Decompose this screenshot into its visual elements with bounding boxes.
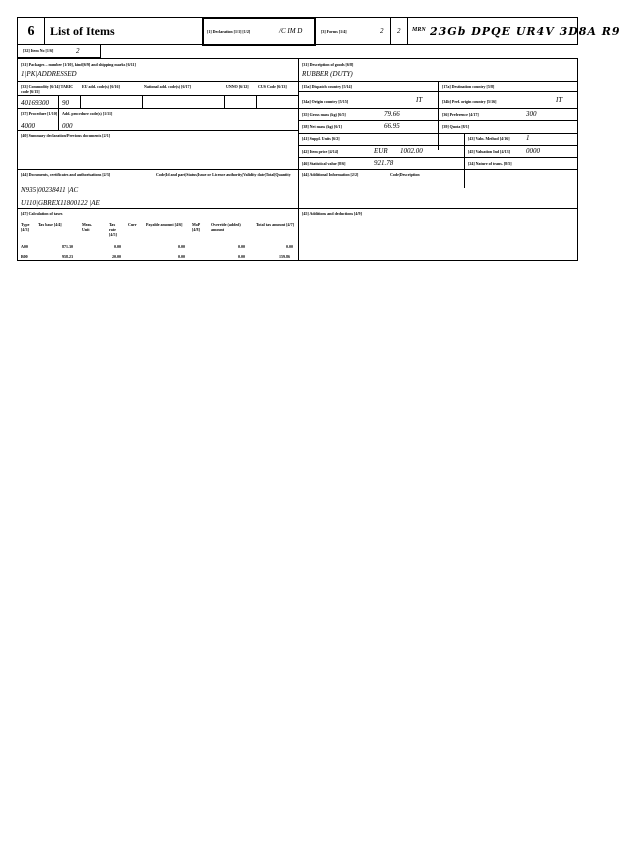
item-number-label: [32] Item No [1/6] xyxy=(23,48,54,53)
header-bar xyxy=(17,17,621,45)
packages-label: [31] Packages – number [1/10], kind[6/9] and shipping marks [6/11] xyxy=(21,62,136,67)
tax-row-rate: 0.00 xyxy=(114,244,121,249)
tax-header-curr: Curr xyxy=(128,222,137,227)
forms-box xyxy=(318,18,398,45)
page-title: List of Items xyxy=(50,24,115,38)
mrn-box xyxy=(410,18,621,45)
item-number-box xyxy=(17,45,101,58)
pref-origin-country-label: [34b] Pref. origin country [5/16] xyxy=(442,99,497,104)
mrn-label: MRN xyxy=(412,27,426,33)
tax-row-base: 871.30 xyxy=(62,244,73,249)
declaration-box xyxy=(202,17,316,46)
procedure-label: [37] Procedure [1/10] xyxy=(21,111,58,116)
unno-label: UNNO [6/12] xyxy=(226,84,249,89)
item-grid xyxy=(17,58,578,261)
dispatch-country-label: [15a] Dispatch country [5/14] xyxy=(302,84,352,89)
packages-value: 1|PK|ADDRESSED xyxy=(21,70,77,78)
add-procedure-value: 000 xyxy=(62,122,73,130)
taric-value: 90 xyxy=(62,99,69,107)
pref-origin-country-value: IT xyxy=(556,96,563,104)
gross-mass-value: 79.66 xyxy=(384,110,400,118)
form-number: 6 xyxy=(17,18,45,45)
nature-of-trans-label: [24] Nature of trans. [8/5] xyxy=(468,161,512,166)
tax-row-total: 159.86 xyxy=(279,254,290,259)
additions-label: [45] Additions and deductions [4/9] xyxy=(302,211,362,216)
tax-row-override: 0.00 xyxy=(238,254,245,259)
tax-row-override: 0.00 xyxy=(238,244,245,249)
documents-label: [44] Documents, certificates and authorisations [2/3] xyxy=(21,172,111,177)
origin-country-label: [34a] Origin country [5/15] xyxy=(302,99,349,104)
valuation-ind-value: 0000 xyxy=(526,147,540,155)
gross-mass-label: [35] Gross mass (kg) [6/5] xyxy=(302,112,346,117)
documents-columns-label: Code|Id and part|Status|Issue or Licence authority|Validity date|Total|Quantity xyxy=(156,172,291,177)
tax-header-type: Type [4/3] xyxy=(21,222,30,232)
national-add-code-label: National add. code(s) [6/17] xyxy=(144,84,191,89)
declaration-value: /C IM D xyxy=(279,27,303,35)
valn-method-value: 1 xyxy=(526,134,530,142)
add-procedure-label: Add. procedure code(s) [1/11] xyxy=(62,111,113,116)
tax-row-payable: 0.00 xyxy=(178,254,185,259)
tax-row-type: B00 xyxy=(21,254,28,259)
net-mass-value: 66.95 xyxy=(384,122,400,130)
summary-declaration-label: [40] Summary declaration/Previous documents [2/1] xyxy=(21,133,111,138)
valuation-ind-label: [45] Valuation Ind [4/13] xyxy=(468,149,510,154)
calculation-label: [47] Calculation of taxes xyxy=(21,211,63,216)
document-line-2: U110|GBREX11800122 |AE xyxy=(21,199,100,207)
cus-code-label: CUS Code [6/13] xyxy=(258,84,287,89)
item-number-value: 2 xyxy=(76,47,80,55)
tax-header-base: Tax base [4/4] xyxy=(38,222,62,227)
valn-method-label: [43] Valn. Method [4/16] xyxy=(468,136,510,141)
tax-row-payable: 0.00 xyxy=(178,244,185,249)
commodity-label: [33] Commodity [6/14] TARIC code [6/15] xyxy=(21,84,74,94)
item-price-label: [42] Item price [4/14] xyxy=(302,149,339,154)
forms-value: 2 xyxy=(380,27,384,35)
statistical-value-value: 921.78 xyxy=(374,159,394,167)
tax-header-total: Total tax amount [4/7] xyxy=(256,222,294,227)
description-label: [31] Description of goods [6/8] xyxy=(302,62,354,67)
tax-header-override: Override (added) amount xyxy=(211,222,241,232)
origin-country-value: IT xyxy=(416,96,423,104)
suppl-units-label: [41] Suppl. Units [6/2] xyxy=(302,136,340,141)
mrn-value: 23Gb DPQE UR4V 3D8A R9 xyxy=(430,25,621,38)
tax-row-rate: 20.00 xyxy=(112,254,121,259)
destination-country-label: [17a] Destination country [5/8] xyxy=(442,84,495,89)
additional-info-columns-label: Code|Description xyxy=(390,172,420,177)
procedure-value: 4000 xyxy=(21,122,35,130)
additional-info-label: [44] Additional Information [2/2] xyxy=(302,172,359,177)
document-line-1: N935|00238411 |AC xyxy=(21,186,79,194)
preference-label: [36] Preference [4/17] xyxy=(442,112,479,117)
tax-row-type: A00 xyxy=(21,244,28,249)
tax-row-base: 958.23 xyxy=(62,254,73,259)
forms-total-value: 2 xyxy=(397,27,401,35)
tax-header-rate: Tax rate [4/5] xyxy=(109,222,117,237)
center-divider xyxy=(298,59,299,260)
preference-value: 300 xyxy=(526,110,537,118)
declaration-label: [1] Declaration [1/1] [1/2] xyxy=(207,29,251,34)
tax-header-payable: Payable amount [4/6] xyxy=(146,222,183,227)
statistical-value-label: [46] Statistical value [8/6] xyxy=(302,161,346,166)
commodity-value: 40169300 xyxy=(21,99,49,107)
item-price-value: 1002.00 xyxy=(400,147,423,155)
item-price-currency: EUR xyxy=(374,147,388,155)
tax-header-unit: Meas. Unit xyxy=(82,222,93,232)
quota-label: [39] Quota [8/1] xyxy=(442,124,470,129)
net-mass-label: [38] Net mass (kg) [6/1] xyxy=(302,124,342,129)
description-value: RUBBER (DUTY) xyxy=(302,70,353,78)
tax-row-total: 0.00 xyxy=(286,244,293,249)
eu-add-code-label: EU add. code(s) [6/16] xyxy=(82,84,120,89)
forms-label: [3] Forms [1/4] xyxy=(321,29,347,34)
forms-total-box xyxy=(390,18,408,45)
tax-header-mop: MoP [4/8] xyxy=(192,222,200,232)
